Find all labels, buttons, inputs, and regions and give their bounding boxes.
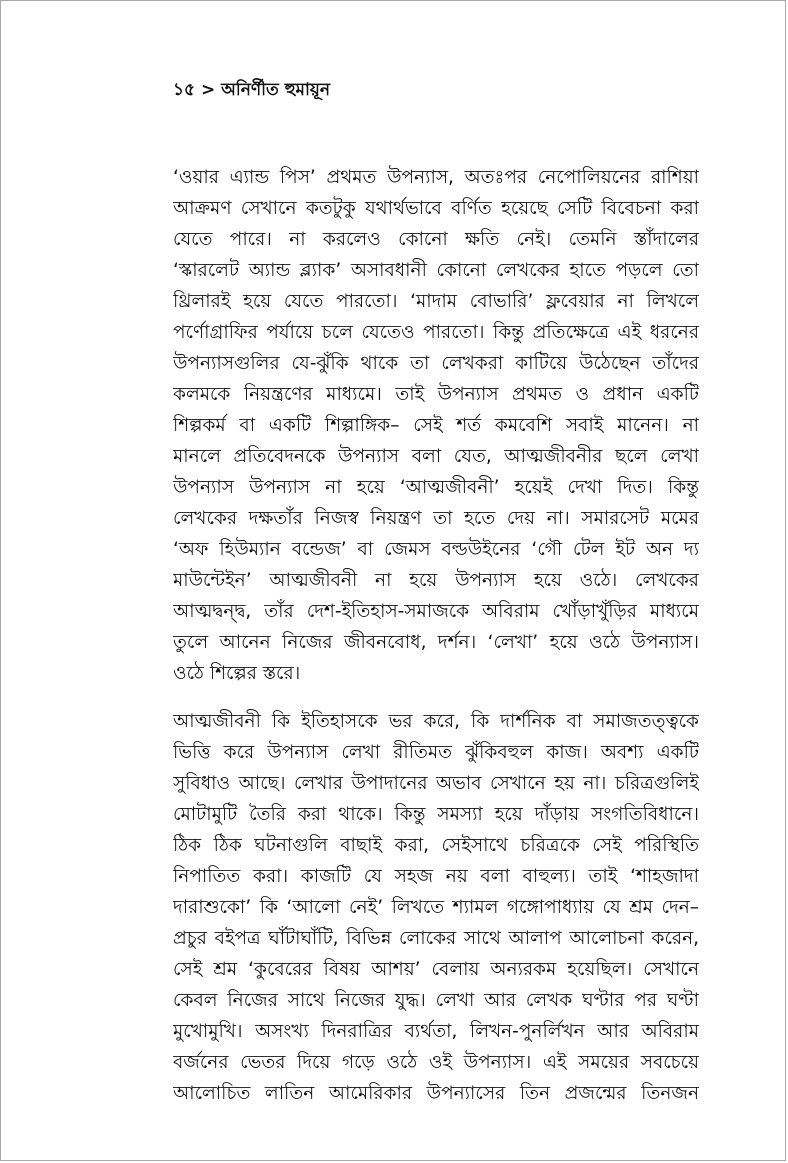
text-line: পর্ণোগ্রাফির পর্যায়ে চলে যেতেও পারতো। কিন্তু প্রতিক্ষেত্রে এই ধরনের <box>173 322 699 343</box>
text-line: আলোচিত লাতিন আমেরিকার উপন্যাসের তিন প্রজন্মের তিনজন <box>173 1083 699 1104</box>
text-line: শিল্পকর্ম বা একটি শিল্পাঙ্গিক– সেই শর্ত কমবেশি সবাই মানেন। না <box>173 415 699 436</box>
text-line: আত্মজীবনী কি ইতিহাসকে ভর করে, কি দার্শনিক বা সমাজতত্ত্বকে <box>173 711 699 732</box>
text-line: ‘ওয়ার এ্যান্ড পিস’ প্রথমত উপন্যাস, অতঃপর নেপোলিয়নের রাশিয়া <box>173 167 699 188</box>
text-line: উপন্যাস উপন্যাস না হয়ে ‘আত্মজীবনী’ হয়েই দেখা দিত। কিন্তু <box>173 477 699 498</box>
text-line: থ্রিলারই হয়ে যেতে পারতো। ‘মাদাম বোভারি’ ফ্লবেয়ার না লিখলে <box>173 291 699 312</box>
text-line: কেবল নিজের সাথে নিজের যুদ্ধ। লেখা আর লেখক ঘণ্টার পর ঘণ্টা <box>173 990 699 1011</box>
text-line: কলমকে নিয়ন্ত্রণের মাধ্যমে। তাই উপন্যাস প্রথমত ও প্রধান একটি <box>173 384 699 405</box>
text-line: আত্মদ্বন্দ্ব, তাঁর দেশ-ইতিহাস-সমাজকে অবিরাম খোঁড়াখুঁড়ির মাধ্যমে <box>173 601 699 622</box>
text-line: মুখোমুখি। অসংখ্য দিনরাত্রির ব্যর্থতা, লিখন-পুনর্লিখন আর অবিরাম <box>173 1021 699 1042</box>
text-line: সেই শ্রম ‘কুবেরের বিষয় আশয়’ বেলায় অন্যরকম হয়েছিল। সেখানে <box>173 959 699 980</box>
text-line: ‘অফ হিউম্যান বন্ডেজ’ বা জেমস বল্ডউইনের ‘গৌ টেল ইট অন দ্য <box>173 539 699 560</box>
text-line: ভিত্তি করে উপন্যাস লেখা রীতিমত ঝুঁকিবহুল কাজ। অবশ্য একটি <box>173 742 699 763</box>
text-line: তুলে আনেন নিজের জীবনবোধ, দর্শন। ‘লেখা’ হয়ে ওঠে উপন্যাস। <box>173 632 699 653</box>
text-line: সুবিধাও আছে। লেখার উপাদানের অভাব সেখানে হয় না। চরিত্রগুলিই <box>173 773 699 794</box>
text-line: প্রচুর বইপত্র ঘাঁটাঘাঁটি, বিভিন্ন লোকের সাথে আলাপ আলোচনা করেন, <box>173 928 699 949</box>
text-line: আক্রমণ সেখানে কতটুকু যথার্থভাবে বর্ণিত হয়েছে সেটি বিবেচনা করা <box>173 198 699 219</box>
text-line: যেতে পারে। না করলেও কোনো ক্ষতি নেই। তেমনি স্তাঁদালের <box>173 229 699 250</box>
text-line: নিপাতিত করা। কাজটি যে সহজ নয় বলা বাহুল্য। তাই ‘শাহজাদা <box>173 866 699 887</box>
text-line: মানলে প্রতিবেদনকে উপন্যাস বলা যেত, আত্মজীবনীর ছলে লেখা <box>173 446 699 467</box>
text-line: ঠিক ঠিক ঘটনাগুলি বাছাই করা, সেইসাথে চরিত্রকে সেই পরিস্থিতি <box>173 835 699 856</box>
text-line: মোটামুটি তৈরি করা থাকে। কিন্তু সমস্যা হয়ে দাঁড়ায় সংগতিবিধানে। <box>173 804 699 825</box>
paragraph-1 <box>173 162 699 689</box>
text-line: দারাশুকো’ কি ‘আলো নেই’ লিখতে শ্যামল গঙ্গোপাধ্যায় যে শ্রম দেন– <box>173 897 699 918</box>
text-line: উপন্যাসগুলির যে-ঝুঁকি থাকে তা লেখকরা কাটিয়ে উঠেছেন তাঁদের <box>173 353 699 374</box>
running-head: ১৫ > অনির্ণীত হুমায়ূন <box>173 80 331 100</box>
text-line: ওঠে শিল্পের স্তরে। <box>173 663 301 684</box>
paragraph-2 <box>173 706 699 1109</box>
text-line: লেখকের দক্ষতাঁর নিজস্ব নিয়ন্ত্রণ তা হতে দেয় না। সমারসেট মমের <box>173 508 699 529</box>
text-line: ‘স্কারলেট অ্যান্ড ব্ল্যাক’ অসাবধানী কোনো লেখকের হাতে পড়লে তো <box>173 260 699 281</box>
text-line: বর্জনের ভেতর দিয়ে গড়ে ওঠে ওই উপন্যাস। এই সময়ের সবচেয়ে <box>173 1052 699 1073</box>
text-line: মাউন্টেইন’ আত্মজীবনী না হয়ে উপন্যাস হয়ে ওঠে। লেখকের <box>173 570 699 591</box>
